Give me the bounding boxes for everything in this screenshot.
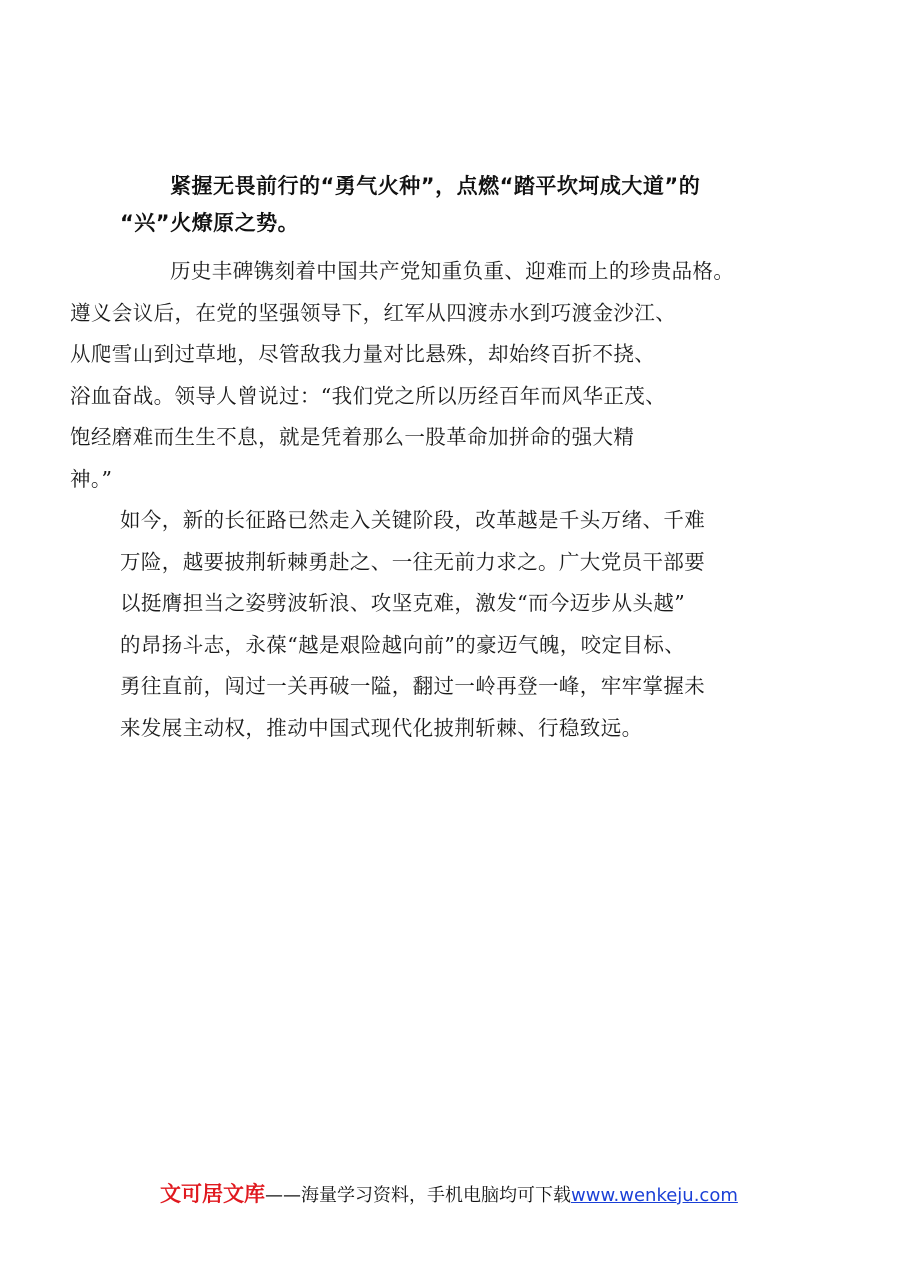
page-footer (160, 1180, 738, 1210)
paragraph-line: 历史丰碑镌刻着中国共产党知重负重、迎难而上的珍贵品格。 (170, 259, 735, 283)
section-heading (120, 168, 800, 242)
paragraph-line: 的昂扬斗志，永葆“越是艰险越向前”的豪迈气魄，咬定目标、 (120, 632, 686, 657)
paragraph-line: 以挺膺担当之姿劈波斩浪、攻坚克难，激发“而今迈步从头越” (120, 591, 686, 615)
heading-line: 紧握无畏前行的“勇气火种”，点燃“踏平坎坷成大道”的 (170, 174, 701, 198)
heading-line: “兴”火燎原之势。 (120, 211, 300, 235)
paragraph-line: 浴血奋战。领导人曾说过：“我们党之所以历经百年而风华正茂、 (70, 383, 667, 408)
footer-website-link[interactable]: www.wenkeju.com (571, 1185, 738, 1206)
paragraph-line: 如今，新的长征路已然走入关键阶段，改革越是千头万绪、千难 (120, 508, 706, 532)
footer-tagline: ——海量学习资料，手机电脑均可下载 (265, 1185, 571, 1206)
paragraph-line: 万险，越要披荆斩棘勇赴之、一往无前力求之。广大党员干部要 (120, 549, 706, 574)
paragraph-history (70, 251, 800, 500)
paragraph-line: 遵义会议后，在党的坚强领导下，红军从四渡赤水到巧渡金沙江、 (70, 300, 677, 325)
paragraph-line: 来发展主动权，推动中国式现代化披荆斩棘、行稳致远。 (120, 715, 643, 740)
paragraph-line: 神。” (70, 466, 113, 491)
document-body (70, 168, 800, 749)
paragraph-line: 勇往直前，闯过一关再破一隘，翻过一岭再登一峰，牢牢掌握未 (120, 674, 706, 698)
paragraph-line: 饱经磨难而生生不息，就是凭着那么一股革命加拼命的强大精 (70, 425, 635, 449)
paragraph-today (120, 500, 800, 749)
paragraph-line: 从爬雪山到过草地，尽管敌我力量对比悬殊，却始终百折不挠、 (70, 342, 656, 366)
footer-brand: 文可居文库 (160, 1182, 265, 1206)
